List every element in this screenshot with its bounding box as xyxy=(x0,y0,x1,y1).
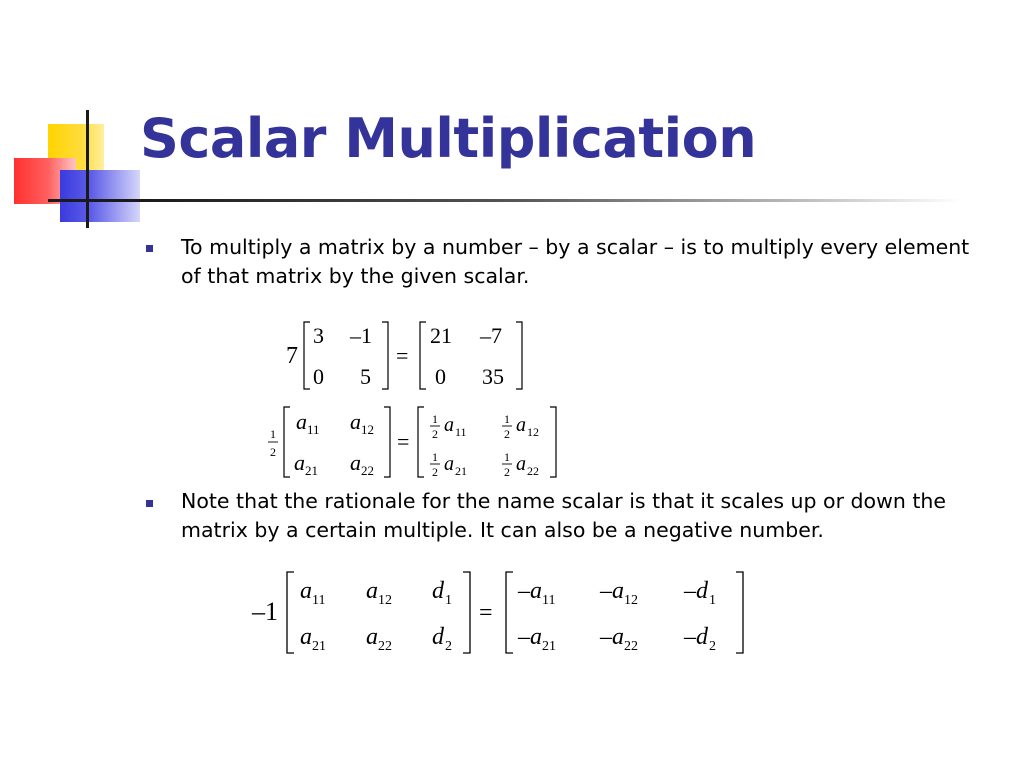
eq2-rhs-r2c1-den: 2 xyxy=(432,465,438,479)
eq1-rhs-r1c2: –7 xyxy=(480,323,502,348)
eq2-rhs-r1c1-sub: 11 xyxy=(455,425,467,439)
eq2-lhs-r1c2-sub: 12 xyxy=(361,422,374,437)
eq2-rhs-r1c1-base: a xyxy=(444,414,454,436)
eq3-rhs-r1c2-base: –a xyxy=(600,578,624,604)
eq3-equals: = xyxy=(479,600,493,626)
eq3-rhs-r1c1-sub: 11 xyxy=(542,593,556,608)
slide-title: Scalar Multiplication xyxy=(140,107,757,170)
eq2-rhs-r1c2-den: 2 xyxy=(504,427,510,441)
eq3-rhs-r1c3-sub: 1 xyxy=(709,593,716,608)
eq1-rhs-r2c2: 35 xyxy=(482,364,504,389)
eq3-lhs-r2c2-sub: 22 xyxy=(378,639,392,654)
eq2-lhs-r2c2-sub: 22 xyxy=(361,463,374,478)
eq3-rhs-left-bracket xyxy=(506,572,513,653)
eq1-rhs-r2c1: 0 xyxy=(435,364,446,389)
eq2-rhs-r2c2-num: 1 xyxy=(504,450,510,464)
eq3-lhs-r2c3-base: d xyxy=(432,624,444,650)
eq2-lhs-right-bracket xyxy=(384,407,390,477)
eq1-lhs-right-bracket xyxy=(382,322,388,389)
bullet-text-1: To multiply a matrix by a number – by a scalar – is to multiply every element of that matrix by the given scalar. xyxy=(181,235,970,288)
equation-scalar-half xyxy=(264,404,564,482)
eq3-lhs-right-bracket xyxy=(463,572,470,653)
eq1-lhs-r2c1: 0 xyxy=(313,364,324,389)
eq3-rhs-r2c3-sub: 2 xyxy=(709,639,716,654)
eq1-lhs-r1c1: 3 xyxy=(313,323,324,348)
eq1-rhs-left-bracket xyxy=(420,322,426,389)
eq3-rhs-r1c1-base: –a xyxy=(518,578,542,604)
eq2-rhs-r1c2-base: a xyxy=(516,414,526,436)
bullet-marker-2 xyxy=(146,500,153,507)
logo-blue-square xyxy=(60,170,140,222)
eq3-rhs-r2c3-base: –d xyxy=(684,624,708,650)
bullet-text-2: Note that the rationale for the name scalar is that it scales up or down the matrix by a certain multiple. It can also be a negative number. xyxy=(181,489,947,542)
eq1-rhs-r1c1: 21 xyxy=(430,323,452,348)
eq3-rhs-r2c2-base: –a xyxy=(600,624,624,650)
eq3-lhs-r1c1-base: a xyxy=(300,578,312,604)
bullet-marker-1 xyxy=(146,245,153,252)
eq2-equals: = xyxy=(397,429,410,454)
eq2-lhs-r2c1-base: a xyxy=(294,450,305,475)
eq3-rhs-r2c1-sub: 21 xyxy=(542,639,556,654)
eq2-lhs-r2c2-base: a xyxy=(350,450,361,475)
eq3-lhs-r1c1-sub: 11 xyxy=(312,593,326,608)
eq1-equals: = xyxy=(396,343,409,368)
eq3-rhs-r1c2-sub: 12 xyxy=(624,593,638,608)
equation-scalar-negative-one xyxy=(250,566,750,658)
title-underline xyxy=(142,199,962,202)
eq3-rhs-r1c3-base: –d xyxy=(684,578,708,604)
logo-vertical-line xyxy=(86,110,89,228)
eq2-rhs-r1c1-num: 1 xyxy=(432,412,438,426)
eq2-lhs-left-bracket xyxy=(284,407,290,477)
eq3-scalar: –1 xyxy=(252,597,278,626)
eq2-rhs-r2c2-base: a xyxy=(516,453,526,475)
slide-logo xyxy=(0,0,140,240)
eq3-lhs-r2c3-sub: 2 xyxy=(445,639,452,654)
eq2-rhs-r1c2-num: 1 xyxy=(504,412,510,426)
eq3-rhs-r2c2-sub: 22 xyxy=(624,639,638,654)
logo-horizontal-line xyxy=(48,199,146,202)
eq2-rhs-r1c1-den: 2 xyxy=(432,427,438,441)
eq1-rhs-right-bracket xyxy=(516,322,522,389)
eq1-scalar: 7 xyxy=(286,343,298,369)
eq1-lhs-r2c2: 5 xyxy=(360,364,371,389)
eq1-lhs-r1c2: –1 xyxy=(350,323,372,348)
eq2-lhs-r1c2-base: a xyxy=(350,409,361,434)
eq2-lhs-r2c1-sub: 21 xyxy=(305,463,318,478)
eq2-lhs-r1c1-base: a xyxy=(296,409,307,434)
eq3-lhs-r1c2-base: a xyxy=(366,578,378,604)
eq3-lhs-r1c3-base: d xyxy=(432,578,444,604)
eq2-scalar-denominator: 2 xyxy=(270,445,276,459)
eq1-lhs-left-bracket xyxy=(304,322,310,389)
eq2-rhs-left-bracket xyxy=(418,407,424,477)
eq3-lhs-r2c1-base: a xyxy=(300,624,312,650)
equation-scalar-7 xyxy=(280,318,530,394)
eq3-rhs-right-bracket xyxy=(736,572,743,653)
eq2-rhs-r1c2-sub: 12 xyxy=(527,425,539,439)
eq2-rhs-r2c1-sub: 21 xyxy=(455,464,467,478)
eq3-lhs-left-bracket xyxy=(287,572,294,653)
eq2-scalar-numerator: 1 xyxy=(270,427,276,441)
eq2-rhs-r2c1-base: a xyxy=(444,453,454,475)
eq3-lhs-r1c3-sub: 1 xyxy=(445,593,452,608)
eq2-lhs-r1c1-sub: 11 xyxy=(307,422,320,437)
eq2-rhs-r2c2-den: 2 xyxy=(504,465,510,479)
eq2-rhs-right-bracket xyxy=(550,407,556,477)
eq3-lhs-r2c2-base: a xyxy=(366,624,378,650)
eq3-lhs-r2c1-sub: 21 xyxy=(312,639,326,654)
eq3-rhs-r2c1-base: –a xyxy=(518,624,542,650)
eq2-rhs-r2c1-num: 1 xyxy=(432,450,438,464)
eq2-rhs-r2c2-sub: 22 xyxy=(527,464,539,478)
eq3-lhs-r1c2-sub: 12 xyxy=(378,593,392,608)
